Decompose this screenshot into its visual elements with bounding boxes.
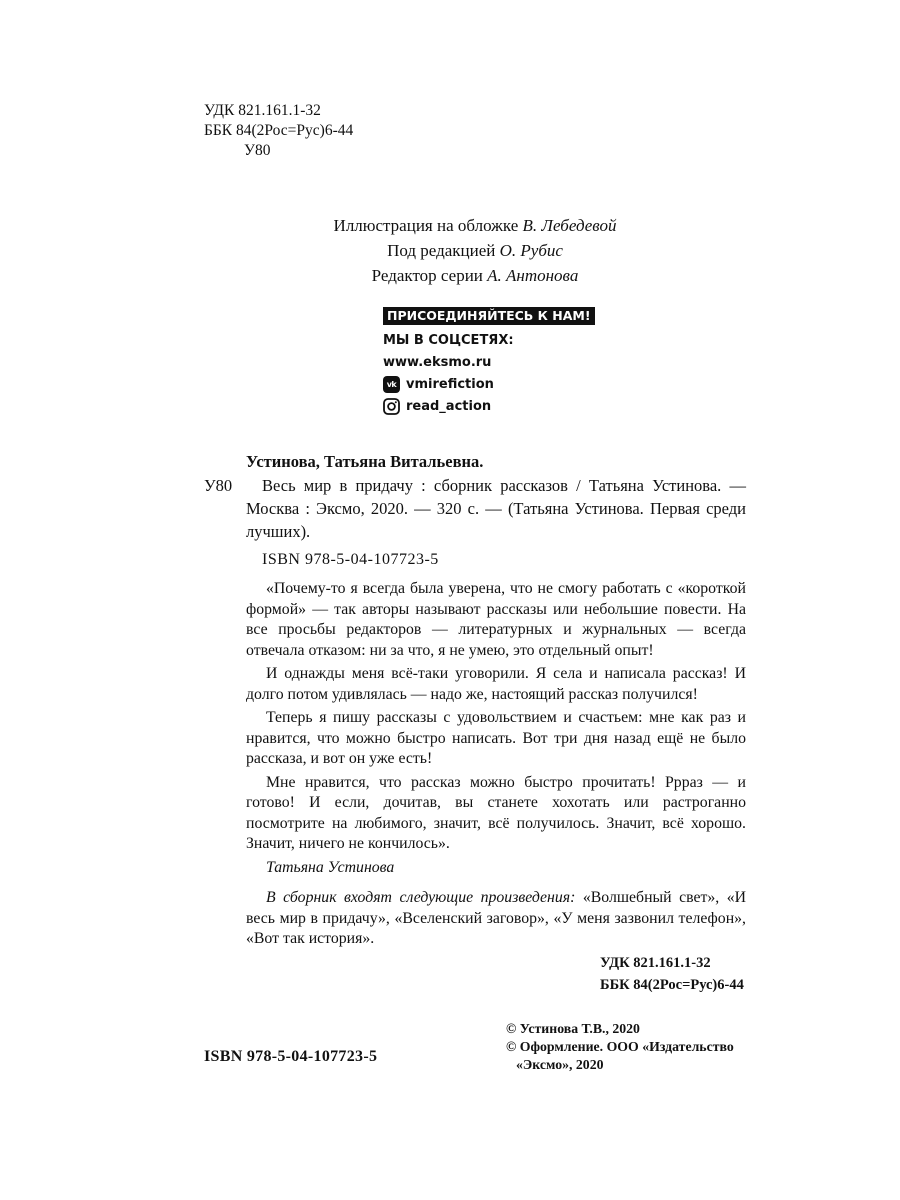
copyright-block bbox=[506, 1020, 734, 1074]
website-link[interactable]: www.eksmo.ru bbox=[383, 354, 492, 370]
top-classification-codes bbox=[204, 101, 353, 161]
annotation-signature: Татьяна Устинова bbox=[266, 858, 395, 876]
author-mark: У80 bbox=[244, 142, 271, 159]
bottom-isbn: ISBN 978-5-04-107723-5 bbox=[204, 1048, 378, 1065]
catalog-mark: У80 bbox=[204, 476, 233, 495]
illustrator-name: В. Лебедевой bbox=[522, 216, 617, 235]
series-editor-credit: Редактор серии А. Антонова bbox=[371, 266, 579, 285]
bottom-udk-code: УДК 821.161.1-32 bbox=[600, 955, 711, 971]
copyright-author: © Устинова Т.В., 2020 bbox=[506, 1021, 640, 1036]
annotation-paragraph: Теперь я пишу рассказы с удовольствием и счастьем: мне как раз и нравится, что можно быстро написать. Вот три дня назад ещё не было рассказа, и вот он уже есть! bbox=[246, 709, 746, 767]
copyright-design: © Оформление. ООО «Издательство bbox=[506, 1039, 734, 1054]
annotation bbox=[246, 579, 746, 953]
vk-icon: vk bbox=[383, 376, 400, 393]
instagram-link[interactable]: read_action bbox=[383, 395, 595, 417]
instagram-icon bbox=[383, 398, 400, 415]
catalog-isbn: ISBN 978-5-04-107723-5 bbox=[262, 551, 439, 568]
join-banner: ПРИСОЕДИНЯЙТЕСЬ К НАМ! bbox=[383, 307, 595, 325]
series-editor-name: А. Антонова bbox=[487, 266, 579, 285]
catalog-description: Весь мир в придачу : сборник рассказов / Татьяна Устинова. — Москва : Эксмо, 2020. — 320 с. — (Татьяна Устинова. Первая среди лучших). bbox=[246, 476, 746, 541]
annotation-paragraph: Мне нравится, что рассказ можно быстро прочитать! Рррaз — и готово! И если, дочитав, вы станете хохотать или растроганно посмотрите на любимого, значит, всё получилось. Значит, всё хорошо. Значит, ничего не кончилось». bbox=[246, 773, 746, 852]
udk-code: УДК 821.161.1-32 bbox=[204, 102, 321, 119]
illustration-credit: Иллюстрация на обложке В. Лебедевой bbox=[333, 216, 617, 235]
annotation-paragraph: «Почему-то я всегда была уверена, что не смогу работать с «короткой формой» — так авторы называют рассказы или небольшие повести. На все просьбы редакторов — литературных и журнальных — всегда отвечала отказом: ни за что, я не умею, это отдельный опыт! bbox=[246, 580, 746, 659]
annotation-paragraph: И однажды меня всё-таки уговорили. Я села и написала рассказ! И долго потом удивлялась — надо же, настоящий рассказ получился! bbox=[246, 665, 746, 703]
vk-link[interactable]: vk vmirefiction bbox=[383, 373, 595, 395]
catalog-author: Устинова, Татьяна Витальевна. bbox=[246, 452, 484, 471]
bbk-code: ББК 84(2Рос=Рус)6-44 bbox=[204, 122, 354, 139]
social-block bbox=[383, 307, 595, 417]
bottom-bbk-code: ББК 84(2Рос=Рус)6-44 bbox=[600, 977, 744, 993]
bottom-classification-codes bbox=[600, 952, 744, 996]
contents-list: В сборник входят следующие произведения: «Волшебный свет», «И весь мир в придачу», «Вселенский заговор», «У меня зазвонил телефон», «Вот так история». bbox=[246, 889, 746, 947]
editor-credit: Под редакцией О. Рубис bbox=[387, 241, 563, 260]
editor-name: О. Рубис bbox=[499, 241, 563, 260]
copyright-design-cont: «Эксмо», 2020 bbox=[516, 1057, 604, 1072]
social-heading: МЫ В СОЦСЕТЯХ: bbox=[383, 332, 514, 348]
credits-block bbox=[200, 213, 750, 288]
